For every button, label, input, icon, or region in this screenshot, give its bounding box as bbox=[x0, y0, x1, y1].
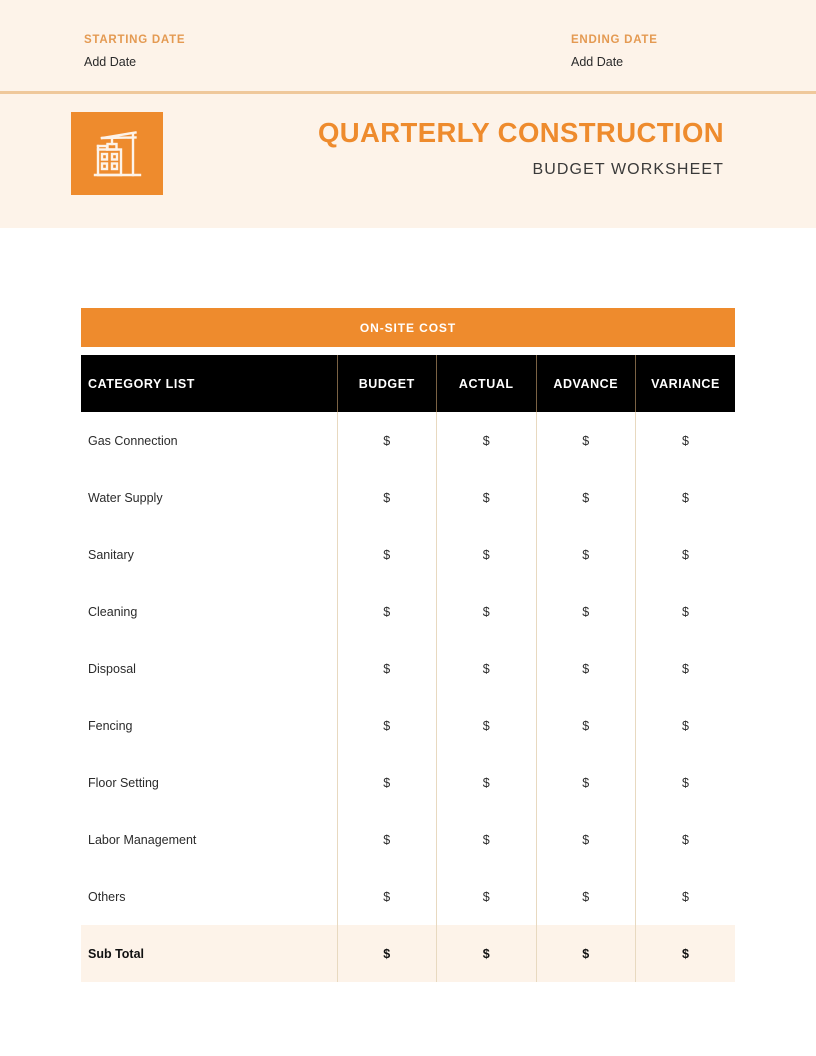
starting-date-value[interactable]: Add Date bbox=[84, 55, 137, 69]
cell-budget[interactable]: $ bbox=[337, 469, 437, 526]
cell-variance[interactable]: $ bbox=[636, 925, 736, 982]
table-row bbox=[81, 811, 735, 868]
ending-date-field[interactable] bbox=[571, 33, 658, 70]
table-row bbox=[81, 754, 735, 811]
column-header-actual: ACTUAL bbox=[437, 355, 537, 412]
cell-actual[interactable]: $ bbox=[437, 811, 537, 868]
ending-date-label: ENDING DATE bbox=[571, 34, 658, 46]
cell-actual[interactable]: $ bbox=[437, 754, 537, 811]
row-category-label: Cleaning bbox=[81, 583, 337, 640]
cell-actual[interactable]: $ bbox=[437, 868, 537, 925]
row-category-label: Disposal bbox=[81, 640, 337, 697]
cell-advance[interactable]: $ bbox=[536, 412, 636, 469]
row-category-label: Others bbox=[81, 868, 337, 925]
cell-variance[interactable]: $ bbox=[636, 811, 736, 868]
cell-budget[interactable]: $ bbox=[337, 583, 437, 640]
cell-actual[interactable]: $ bbox=[437, 412, 537, 469]
cell-advance[interactable]: $ bbox=[536, 583, 636, 640]
date-band bbox=[0, 0, 816, 94]
cell-actual[interactable]: $ bbox=[437, 925, 537, 982]
cell-budget[interactable]: $ bbox=[337, 412, 437, 469]
cell-budget[interactable]: $ bbox=[337, 697, 437, 754]
cell-advance[interactable]: $ bbox=[536, 526, 636, 583]
title-band bbox=[0, 94, 816, 228]
table-row bbox=[81, 640, 735, 697]
cell-advance[interactable]: $ bbox=[536, 811, 636, 868]
cell-budget[interactable]: $ bbox=[337, 811, 437, 868]
cell-budget[interactable]: $ bbox=[337, 754, 437, 811]
column-header-variance: VARIANCE bbox=[636, 355, 736, 412]
cell-budget[interactable]: $ bbox=[337, 526, 437, 583]
column-header-category: CATEGORY LIST bbox=[81, 355, 337, 412]
table-row bbox=[81, 412, 735, 469]
section-title-label: ON-SITE COST bbox=[359, 320, 457, 335]
row-category-label: Labor Management bbox=[81, 811, 337, 868]
cell-variance[interactable]: $ bbox=[636, 412, 736, 469]
budget-table-wrapper bbox=[81, 308, 735, 982]
cell-actual[interactable]: $ bbox=[437, 469, 537, 526]
row-category-label: Gas Connection bbox=[81, 412, 337, 469]
logo-badge bbox=[71, 112, 163, 195]
cell-actual[interactable]: $ bbox=[437, 697, 537, 754]
cell-variance[interactable]: $ bbox=[636, 469, 736, 526]
table-body bbox=[81, 412, 735, 982]
starting-date-field[interactable] bbox=[84, 33, 185, 70]
table-header-row bbox=[81, 355, 735, 412]
ending-date-value[interactable]: Add Date bbox=[571, 55, 624, 69]
table-row bbox=[81, 868, 735, 925]
table-row bbox=[81, 583, 735, 640]
row-category-label: Floor Setting bbox=[81, 754, 337, 811]
cell-variance[interactable]: $ bbox=[636, 526, 736, 583]
cell-advance[interactable]: $ bbox=[536, 697, 636, 754]
cell-actual[interactable]: $ bbox=[437, 640, 537, 697]
cell-budget[interactable]: $ bbox=[337, 868, 437, 925]
subtotal-row bbox=[81, 925, 735, 982]
column-header-advance: ADVANCE bbox=[536, 355, 636, 412]
cell-variance[interactable]: $ bbox=[636, 640, 736, 697]
subtotal-label: Sub Total bbox=[81, 925, 337, 982]
cell-advance[interactable]: $ bbox=[536, 868, 636, 925]
cell-advance[interactable]: $ bbox=[536, 469, 636, 526]
table-row bbox=[81, 469, 735, 526]
cell-advance[interactable]: $ bbox=[536, 640, 636, 697]
page-subtitle: BUDGET WORKSHEET bbox=[532, 161, 724, 178]
section-title-bar bbox=[81, 308, 735, 347]
construction-crane-building-icon bbox=[88, 125, 146, 183]
cell-variance[interactable]: $ bbox=[636, 754, 736, 811]
budget-table bbox=[81, 355, 735, 982]
row-category-label: Fencing bbox=[81, 697, 337, 754]
starting-date-label: STARTING DATE bbox=[84, 34, 186, 46]
cell-budget[interactable]: $ bbox=[337, 925, 437, 982]
cell-advance[interactable]: $ bbox=[536, 925, 636, 982]
row-category-label: Water Supply bbox=[81, 469, 337, 526]
cell-advance[interactable]: $ bbox=[536, 754, 636, 811]
cell-budget[interactable]: $ bbox=[337, 640, 437, 697]
table-header bbox=[81, 355, 735, 412]
cell-variance[interactable]: $ bbox=[636, 868, 736, 925]
cell-variance[interactable]: $ bbox=[636, 583, 736, 640]
cell-actual[interactable]: $ bbox=[437, 526, 537, 583]
title-group bbox=[318, 116, 724, 180]
table-row bbox=[81, 697, 735, 754]
column-header-budget: BUDGET bbox=[337, 355, 437, 412]
table-row bbox=[81, 526, 735, 583]
cell-actual[interactable]: $ bbox=[437, 583, 537, 640]
page-title: QUARTERLY CONSTRUCTION bbox=[317, 117, 724, 148]
row-category-label: Sanitary bbox=[81, 526, 337, 583]
cell-variance[interactable]: $ bbox=[636, 697, 736, 754]
